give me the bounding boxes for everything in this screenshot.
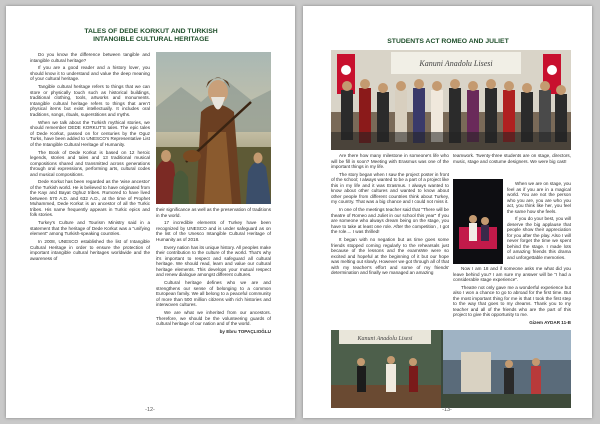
- banner-sign: Kanuni Anadolu Lisesi: [419, 59, 493, 68]
- stage-performance-photo: [453, 179, 503, 264]
- paragraph: In one of the meetings teacher said that "There will be theatre of Romeo and Juliet in our school this year" If you are someone who always dream being on the stage, you have to take at least one role. After the competition , I got the role.... I was thrilled!: [331, 207, 449, 235]
- right-column-2: [507, 181, 571, 263]
- paragraph: Now I am 18 and if someone asks me what did you leave behind you? I am sure my answer will be "I had a considerable stage experience".: [453, 266, 571, 282]
- paragraph: The Book of Dede Korkut is based on 12 heroic legends, stories and tales and 13 traditional musical compositions shared and transmitted across generations through oral expressions, performing arts, cultural codes and musical compositions.: [30, 149, 150, 177]
- article-title: TALES OF DEDE KORKUT AND TURKISH INTANGIBLE CULTURAL HERITAGE: [84, 28, 218, 43]
- paragraph: Dede Korkut has been regarded as the 'wise ancestor' of the Turkish world. He is believed to have originated from the Kayı and Bayat Oghuz tribes. Rumored to have lived between 570 A.D. and 632 A.D., at the time of Prophet Muhammed, Dede Korkut is an ancestor of all the Turkic tribes. His name frequently appears in Turkic epics and folk stories.: [30, 179, 150, 218]
- left-page: [6, 6, 295, 418]
- paragraph: It began with no negation but as time goes some friends stopped coming regularly to the rehearsals just because of the lessons and the examsWe were so excited and hopeful at the beginning of it but our hope was melting out slowly. However we got through all of that with my teacher's effort and some of my friends' determination and finally we managed an amazing: [331, 237, 449, 276]
- right-page: [303, 6, 592, 418]
- right-column-1: [331, 153, 449, 278]
- right-column-2-top: [453, 153, 571, 166]
- left-column-1: [30, 52, 150, 264]
- paragraph: We are what we inherited from our ancestors. Therefore, we should be the volunteering guards of cultural heritage of our nation and of the world.: [156, 310, 271, 327]
- paragraph: The story began when I saw the project poster in front of the school; I always wanted to be a part of a project like this in my life and it was Erasmus. I always wanted to know about other cultures and wanted to know about other people from different countries think about Turkey, my country. That was a big chance and I could not miss it.: [331, 171, 449, 205]
- stage-banner-sign: Kanuni Anadolu Lisesi: [357, 336, 413, 342]
- dede-korkut-painting: [156, 52, 271, 204]
- cast-group-photo: [331, 50, 571, 150]
- author-signature: by Ebru TOPAÇLIOĞLU: [219, 328, 271, 334]
- author-signature: Gizem AYDAR 11-B: [529, 320, 571, 326]
- paragraph: Do you know the difference between tangible and intangible cultural heritage?: [30, 52, 150, 63]
- paragraph: Are there how many milestone in someone's life who will be fill in soon? Meeting with Erasmus was one of the important things in my life.: [331, 153, 449, 169]
- bottom-stage-photo: [331, 330, 571, 408]
- paragraph: Theatre not only gave me a wonderful experience but also I won a chance to go to abroad for the first time. But the most important thing for me is that I took the first step to the way that goes to my dreams. Thank you to my teacher and all of the friends who are the part of this project to give this opportunity to me.: [453, 284, 571, 318]
- paragraph: Every nation has its unique history. All peoples make their contribution to the culture of the world. That's why it's important to respect and safeguard all cultural heritage. We should read, learn and value our cultural heritage elements. This develops your mutual respect and renew dialogue amongst different cultures.: [156, 244, 271, 278]
- paragraph: Cultural heritage defines who we are and strengthens our sense of belonging to a common European family. We all belong to a peaceful community of more than 500 million citizens with rich histories and interwoven cultures.: [156, 280, 271, 308]
- page-number: -13-: [442, 407, 452, 413]
- paragraph: If you are a good reader and a history lover, you should know it to understand and value the deep meaning of your cultural heritage.: [30, 65, 150, 82]
- paragraph: Turkey's Culture and Tourism Ministry said in a statement that the heritage of Dede Korkut was a "unifying element" among Turkish-speaking countries.: [30, 220, 150, 237]
- article-title: STUDENTS ACT ROMEO AND JULIET: [387, 38, 509, 45]
- right-column-2-bottom: [453, 266, 571, 326]
- left-column-2: [156, 207, 271, 334]
- paragraph: teamwork. Twenty-three students are on stage, directors, music, stage and costume designers. We were big cast!: [453, 153, 571, 164]
- paragraph: When we are on stage, you feel as if you are in a magical world. You are not the person who you are, you are who you act, you think like her, you feel the same how she feels.: [507, 181, 571, 214]
- page-number: -12-: [145, 407, 155, 413]
- paragraph: their significance as well as the preservation of traditions in the world.: [156, 207, 271, 218]
- paragraph: Tangible cultural heritage refers to things that we can store or physically touch such as historical buildings, traditional clothing, tools, artworks and monuments. Intangible cultural heritage refers to things that aren't physical items but exist intellectually. It includes oral traditions, songs, rituals, superstitions and myths.: [30, 84, 150, 117]
- paragraph: In 2008, UNESCO established the list of Intangible Cultural Heritage in order to ensure the protection of important intangible cultural heritages worldwide and the awareness of: [30, 239, 150, 261]
- paragraph: When we talk about the Turkish mythical stories, we should remember DEDE KORKUT'S tales. The epic tales of Dede Korkut, passed on for centuries by the Oguz Turks, have been added to UNESCO's Representative List of the Intangible Cultural Heritage of Humanity.: [30, 119, 150, 147]
- paragraph: 17 incredible elements of Turkey have been recognized by UNESCO and is under safeguard as on the list of the Unesco Intangible Cultural Heritage of Humanity as of 2018.: [156, 220, 271, 242]
- paragraph: If you do your best, you will deserve the big applause that people show their appreciation for you after the play. Also I will never forget the time we spent behind the stage. I made lots of amazing friends this drama and unforgettable memories.: [507, 216, 571, 260]
